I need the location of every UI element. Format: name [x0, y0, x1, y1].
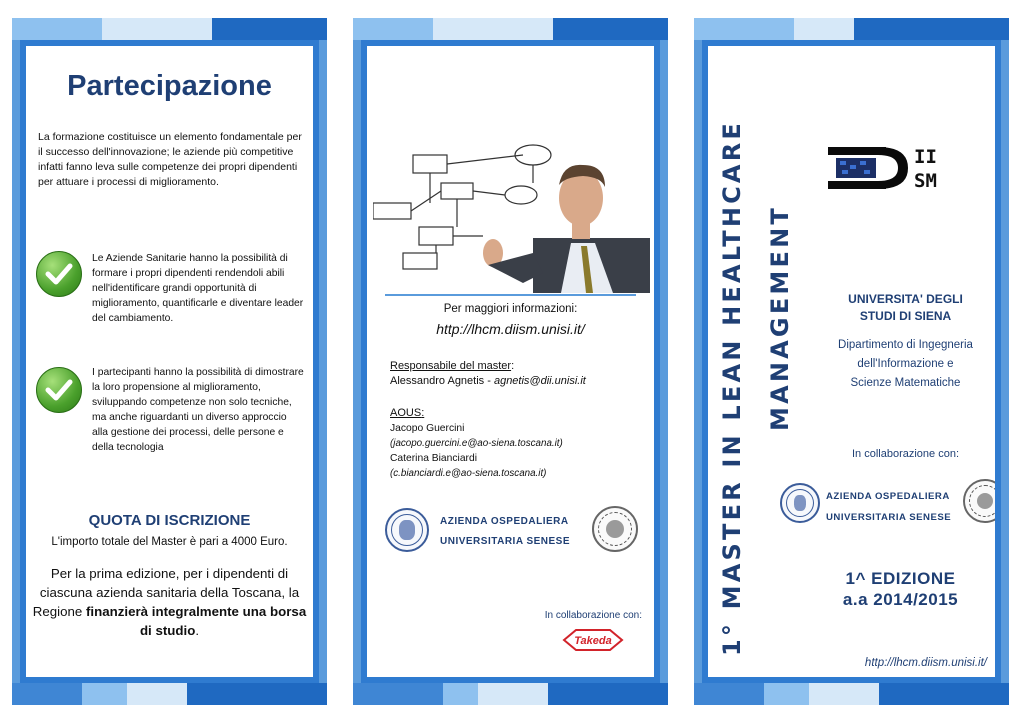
funding-paragraph: [30, 564, 309, 640]
bullet-partecipanti: I partecipanti hanno la possibilità di dimostrare la loro propensione al miglioramento, sviluppando competenze non solo tecniche, ma anche riguardanti un diverso approccio alla gestione dei processi, delle persone e della tecnologia: [92, 367, 304, 453]
contact-name: Jacopo Guercini: [390, 423, 465, 434]
panel-page: [26, 46, 313, 677]
master-title-line-2: MANAGEMENT: [766, 205, 794, 431]
azienda-line-1: AZIENDA OSPEDALIERA: [826, 491, 950, 502]
panel-contatti: [353, 18, 668, 705]
diism-logo: [828, 141, 968, 196]
university-name: [818, 291, 993, 325]
panel-frame: [20, 40, 319, 683]
responsabile-email[interactable]: agnetis@dii.unisi.it: [493, 375, 586, 387]
aous-seal-logo: [385, 508, 429, 552]
responsabile-colon: :: [511, 360, 515, 372]
panel-decor-bottom: [12, 683, 327, 705]
responsabile-label-text: Responsabile del master: [390, 360, 512, 372]
responsabile-name: Alessandro Agnetis -: [390, 375, 494, 387]
edition-info: [818, 568, 983, 610]
checkmark-icon: [36, 251, 82, 297]
panel-page: [367, 46, 654, 677]
azienda-line-1: AZIENDA OSPEDALIERA: [440, 516, 569, 527]
contact-email[interactable]: (jacopo.guercini.e@ao-siena.toscana.it): [390, 438, 563, 449]
aous-label-text: AOUS: [390, 407, 422, 419]
university-seal-logo: [592, 506, 638, 552]
panel-decor-top: [694, 18, 1009, 40]
funding-highlight-2: una borsa di studio: [139, 604, 307, 638]
website-link[interactable]: http://lhcm.diism.unisi.it/: [436, 321, 585, 337]
page-title: Partecipazione: [67, 70, 272, 102]
panel-partecipazione: [12, 18, 327, 705]
funding-text: Per la prima edizione, per i dipendenti di ciascuna azienda sanitaria della Toscana, la Regione: [32, 566, 300, 619]
academic-year: a.a 2014/2015: [842, 590, 959, 609]
collaboration-label: In collaborazione con:: [544, 610, 642, 621]
department-line-1: Dipartimento di Ingegneria: [838, 339, 973, 351]
funding-highlight: finanzierà integralmente: [86, 604, 239, 619]
panel-decor-bottom: [694, 683, 1009, 705]
azienda-line-2: UNIVERSITARIA SENESE: [826, 512, 952, 523]
aous-colon: :: [421, 407, 425, 419]
master-title-line-1: 1° MASTER IN LEAN HEALTHCARE: [718, 120, 746, 656]
panel-decor-bottom: [353, 683, 668, 705]
panel-page: [708, 46, 995, 677]
university-line-2: STUDI DI SIENA: [859, 309, 952, 323]
panel-cover: [694, 18, 1009, 705]
contact-email[interactable]: (c.bianciardi.e@ao-siena.toscana.it): [390, 468, 547, 479]
info-heading: Per maggiori informazioni:: [443, 303, 578, 315]
funding-end: .: [195, 623, 200, 638]
checkmark-icon: [36, 367, 82, 413]
university-line-1: UNIVERSITA' DEGLI: [848, 292, 963, 306]
panel-decor-top: [353, 18, 668, 40]
aous-label: [390, 407, 424, 419]
quota-amount: L'importo totale del Master è pari a 4000 Euro.: [51, 536, 288, 548]
contact-name: Caterina Bianciardi: [390, 453, 477, 464]
aous-seal-logo: [780, 483, 820, 523]
takeda-logo: [562, 628, 624, 652]
edition-number: 1^ EDIZIONE: [845, 569, 956, 588]
svg-text:Takeda: Takeda: [574, 635, 612, 647]
university-seal-logo: [963, 479, 995, 523]
department-line-2: dell'Informazione e: [857, 358, 954, 370]
panel-frame: [702, 40, 1001, 683]
intro-paragraph: La formazione costituisce un elemento fondamentale per il successo dell'innovazione; le aziende più competitive infatti fanno leva sulle competenze dei propri dipendenti per attuare i processi di miglioramento.: [38, 131, 302, 188]
svg-text:SM: SM: [914, 170, 937, 192]
businessman-flowchart-image: [373, 143, 650, 293]
divider: [385, 294, 636, 296]
azienda-line-2: UNIVERSITARIA SENESE: [440, 536, 571, 547]
collaboration-label: In collaborazione con:: [851, 448, 959, 460]
quota-heading: QUOTA DI ISCRIZIONE: [88, 512, 251, 529]
website-link[interactable]: http://lhcm.diism.unisi.it/: [864, 657, 987, 669]
svg-text:II: II: [914, 146, 937, 168]
panel-decor-top: [12, 18, 327, 40]
bullet-aziende: Le Aziende Sanitarie hanno la possibilità di formare i propri dipendenti rendendoli abili nell'identificare grandi opportunità di miglioramento, quantificarle e diventare leader del cambiamento.: [92, 253, 304, 324]
responsabile-value: [390, 375, 586, 387]
department-name: [818, 336, 993, 393]
department-line-3: Scienze Matematiche: [850, 377, 961, 389]
panel-frame: [361, 40, 660, 683]
responsabile-label: [390, 360, 514, 372]
